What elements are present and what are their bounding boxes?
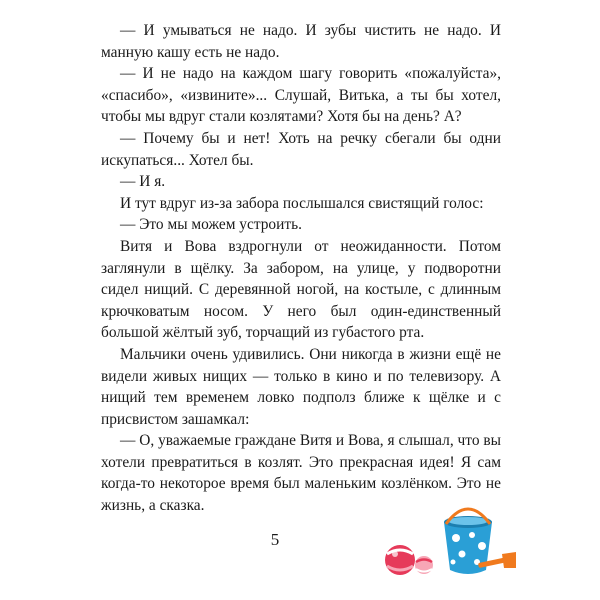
ball-icon <box>385 545 415 575</box>
paragraph: Мальчики очень удивились. Они никогда в жизни ещё не видели живых нищих — только в кино и по телевизору. А нищий тем временем ловко подполз ближе к щёлке и с присвистом зашамкал: <box>101 345 501 428</box>
paragraph: Витя и Вова вздрогнули от неожиданности. Потом заглянули в щёлку. За забором, на улице, у подворотни сидел нищий. С деревянной ногой, на костыле, с длинным крючковатым носом. У него был один-единственный большой жёлтый зуб, торчащий из губастого рта. <box>101 237 501 342</box>
paragraph: — О, уважаемые граждане Витя и Вова, я слышал, что вы хотели превратиться в козлят. Это прекрасная идея! Я сам когда-то некоторое время был маленьким козлёнком. Это не жизнь, а сказка. <box>101 432 501 515</box>
paragraph: — Почему бы и нет! Хоть на речку сбегали бы одни искупаться... Хотел бы. <box>101 129 501 169</box>
page-body-text <box>101 20 501 517</box>
paragraph: — И я. <box>120 173 166 191</box>
page-number: 5 <box>270 530 280 549</box>
paragraph: — И умываться не надо. И зубы чистить не надо. И манную кашу есть не надо. <box>101 22 501 61</box>
beach-toys-illustration <box>378 502 518 582</box>
paragraph: — И не надо на каждом шагу говорить «пожалуйста», «спасибо», «извините»... Слушай, Витька, а ты бы хотел, чтобы мы вдруг стали козлятами? Хотя бы на день? А? <box>101 65 501 126</box>
paragraph: — Это мы можем устроить. <box>120 216 302 234</box>
paragraph: И тут вдруг из-за забора послышался свистящий голос: <box>120 194 484 212</box>
small-ball-icon <box>415 556 433 574</box>
